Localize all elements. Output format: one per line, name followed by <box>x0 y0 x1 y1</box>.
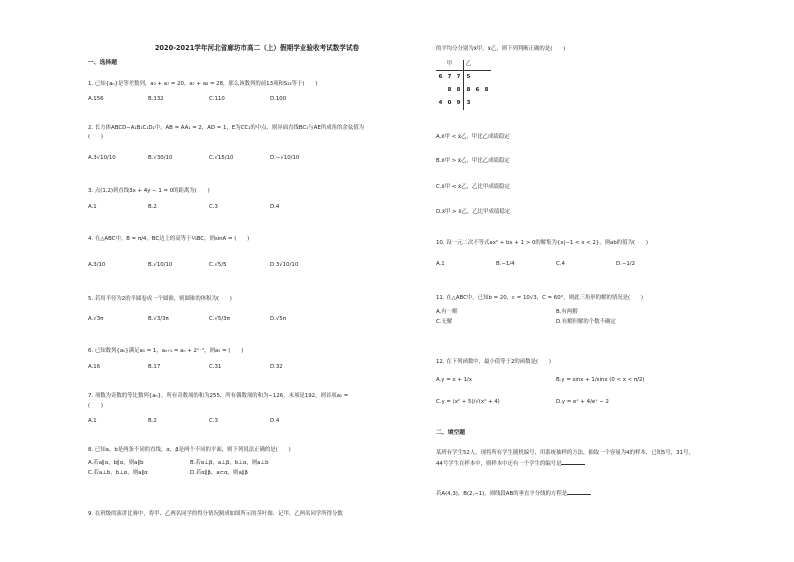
option-a: A.若a∥α，b∥α，则a∥b <box>88 460 144 466</box>
option-c: C.√5/3π <box>209 316 230 322</box>
question-13-line-1: 某班有学生52人，现将所有学生随机编号，用系统抽样的方法，抽取一个容量为4的样本，已知5号，31号， <box>436 450 694 456</box>
option-b: B.√10/10 <box>148 262 173 268</box>
option-a: A.156 <box>88 96 104 102</box>
option-d: D.32 <box>270 364 283 370</box>
option-c: C.√15/10 <box>209 155 234 161</box>
question-8: 8. 已知a，b是两条不同的直线，α，β是两个不同的平面，则下列说法正确的是( ) <box>88 447 291 453</box>
option-d: D.4 <box>270 418 280 424</box>
option-a: A.y = x + 1/x <box>436 377 473 383</box>
stem-leaf-label-yi: 乙 <box>464 60 474 71</box>
option-b: B.y = sinx + 1/sinx (0 < x < π/2) <box>556 377 645 383</box>
option-b: B.132 <box>148 96 164 102</box>
question-3: 3. 点(1,2)到直线3x + 4y − 1 = 0的距离为( ) <box>88 188 210 194</box>
question-7: 7. 项数为奇数的等比数列{aₙ}，所有奇数项的和为255，所有偶数项的和为−126，末项是192，则首项a₁ = <box>88 393 349 399</box>
option-c: C.31 <box>209 364 222 370</box>
option-a: A.16 <box>88 364 101 370</box>
option-b: B.有两解 <box>556 309 578 315</box>
option-a: A.√3π <box>88 316 104 322</box>
question-12: 12. 在下列函数中，最小值等于2的函数是( ) <box>436 359 551 365</box>
question-10: 10. 设一元二次不等式ax² + bx + 1 > 0的解集为{x|−1 < x < 2}，则ab的值为( ) <box>436 240 648 246</box>
option-c: C.3 <box>209 418 218 424</box>
section-fill-heading: 二、填空题 <box>436 430 465 436</box>
question-13-line-2: 44号学生在样本中，则样本中还有一个学生的编号是 <box>436 460 736 468</box>
question-9-option-d: D.x̄甲 > x̄乙，乙比甲成绩稳定 <box>436 209 511 215</box>
option-b: B.若α⊥β，a⊥β，b⊥α，则a⊥b <box>190 460 269 466</box>
exam-title: 2020-2021学年河北省廊坊市高二（上）假期学业验收考试数学试卷 <box>154 44 360 52</box>
option-c: C.若a⊥b，b⊥α，则a∥α <box>88 470 148 476</box>
option-b: B.2 <box>148 204 157 210</box>
question-9: 9. 在班级的演讲比赛中，将甲、乙两名同学的得分情况制成如图所示的茎叶图．记甲、乙两名同学所得分数 <box>88 511 343 517</box>
question-5: 5. 若用半径为2的半圆卷成一个圆锥，则圆锥的体积为( ) <box>88 296 232 302</box>
question-1: 1. 已知{aₙ}是等差数列，a₃ + a₇ = 20，a₇ + a₈ = 28，那么该数列的前13项和S₁₃等于( ) <box>88 81 318 87</box>
question-9-option-a: A.x̄甲 < x̄乙，甲比乙成绩稳定 <box>436 134 510 140</box>
answer-blank <box>567 490 591 495</box>
option-c: C.无解 <box>436 319 453 325</box>
stem-leaf-header <box>436 60 491 71</box>
option-d: D.√5π <box>270 316 286 322</box>
stem-leaf-plot <box>436 60 491 110</box>
option-b: B.√3/3π <box>148 316 169 322</box>
question-2: 2. 长方体ABCD−A₁B₁C₁D₁中，AB = AA₁ = 2，AD = 1，E为CC₁的中点，则异面直线BC₁与AE所成角的余弦值为 <box>88 125 364 131</box>
option-c: C.110 <box>209 96 225 102</box>
option-c: C.4 <box>556 261 565 267</box>
stem-leaf-label-jia: 甲 <box>445 60 454 71</box>
option-c: C.√5/5 <box>209 262 227 268</box>
option-a: A.1 <box>88 204 97 210</box>
option-d: D.−√10/10 <box>270 155 300 161</box>
option-c: C.3 <box>209 204 218 210</box>
option-b: B.−1/4 <box>496 261 515 267</box>
option-d: D.3√10/10 <box>270 262 299 268</box>
answer-blank <box>561 460 585 465</box>
question-9-option-c: C.x̄甲 < x̄乙，乙比甲成绩稳定 <box>436 184 510 190</box>
option-d: D.4 <box>270 204 280 210</box>
stem-leaf-row: 6 7 7 5 <box>436 71 491 85</box>
question-9-continued: 的平均分分别为x̄甲，x̄乙，则下列判断正确的是( ) <box>436 46 566 52</box>
option-c: C.y = (x² + 5)/√(x² + 4) <box>436 399 500 405</box>
option-b: B.17 <box>148 364 161 370</box>
question-4: 4. 在△ABC中，B = π/4，BC边上的高等于⅓BC，则sinA = ( ) <box>88 236 250 242</box>
option-b: B.2 <box>148 418 157 424</box>
option-d: D.100 <box>270 96 287 102</box>
question-6: 6. 已知数列{aₙ}满足a₁ = 1，aₙ₊₁ = aₙ + 2ⁿ⁻¹，则a₅ = ( ) <box>88 348 244 354</box>
option-a: A.3√10/10 <box>88 155 116 161</box>
option-a: A.3/10 <box>88 262 106 268</box>
section-choice-heading: 一、选择题 <box>88 60 117 66</box>
option-b: B.√30/10 <box>148 155 173 161</box>
question-14: 若A(4,3)，B(2,−1)，则线段AB的垂直平分线的方程是 <box>436 490 736 498</box>
question-2-paren: ( ) <box>88 134 103 140</box>
option-d: D.有解但解的个数不确定 <box>556 319 616 325</box>
question-9-option-b: B.x̄甲 > x̄乙，甲比乙成绩稳定 <box>436 158 510 164</box>
stem-leaf-row: 8 8 8 6 8 <box>436 84 491 97</box>
question-11: 11. 在△ABC中，已知b = 20，c = 10√3，C = 60°，则此三角形的解的情况是( ) <box>436 295 644 301</box>
option-a: A.1 <box>88 418 97 424</box>
option-a: A.有一解 <box>436 309 458 315</box>
stem-leaf-row: 4 0 9 3 <box>436 97 491 110</box>
question-7-paren: ( ) <box>88 403 103 409</box>
option-d: D.−1/2 <box>616 261 636 267</box>
option-d: D.若α∥β，a⊂α，则a∥β <box>190 470 248 476</box>
option-a: A.1 <box>436 261 445 267</box>
option-d: D.y = eˣ + 4/eˣ − 2 <box>556 399 609 405</box>
